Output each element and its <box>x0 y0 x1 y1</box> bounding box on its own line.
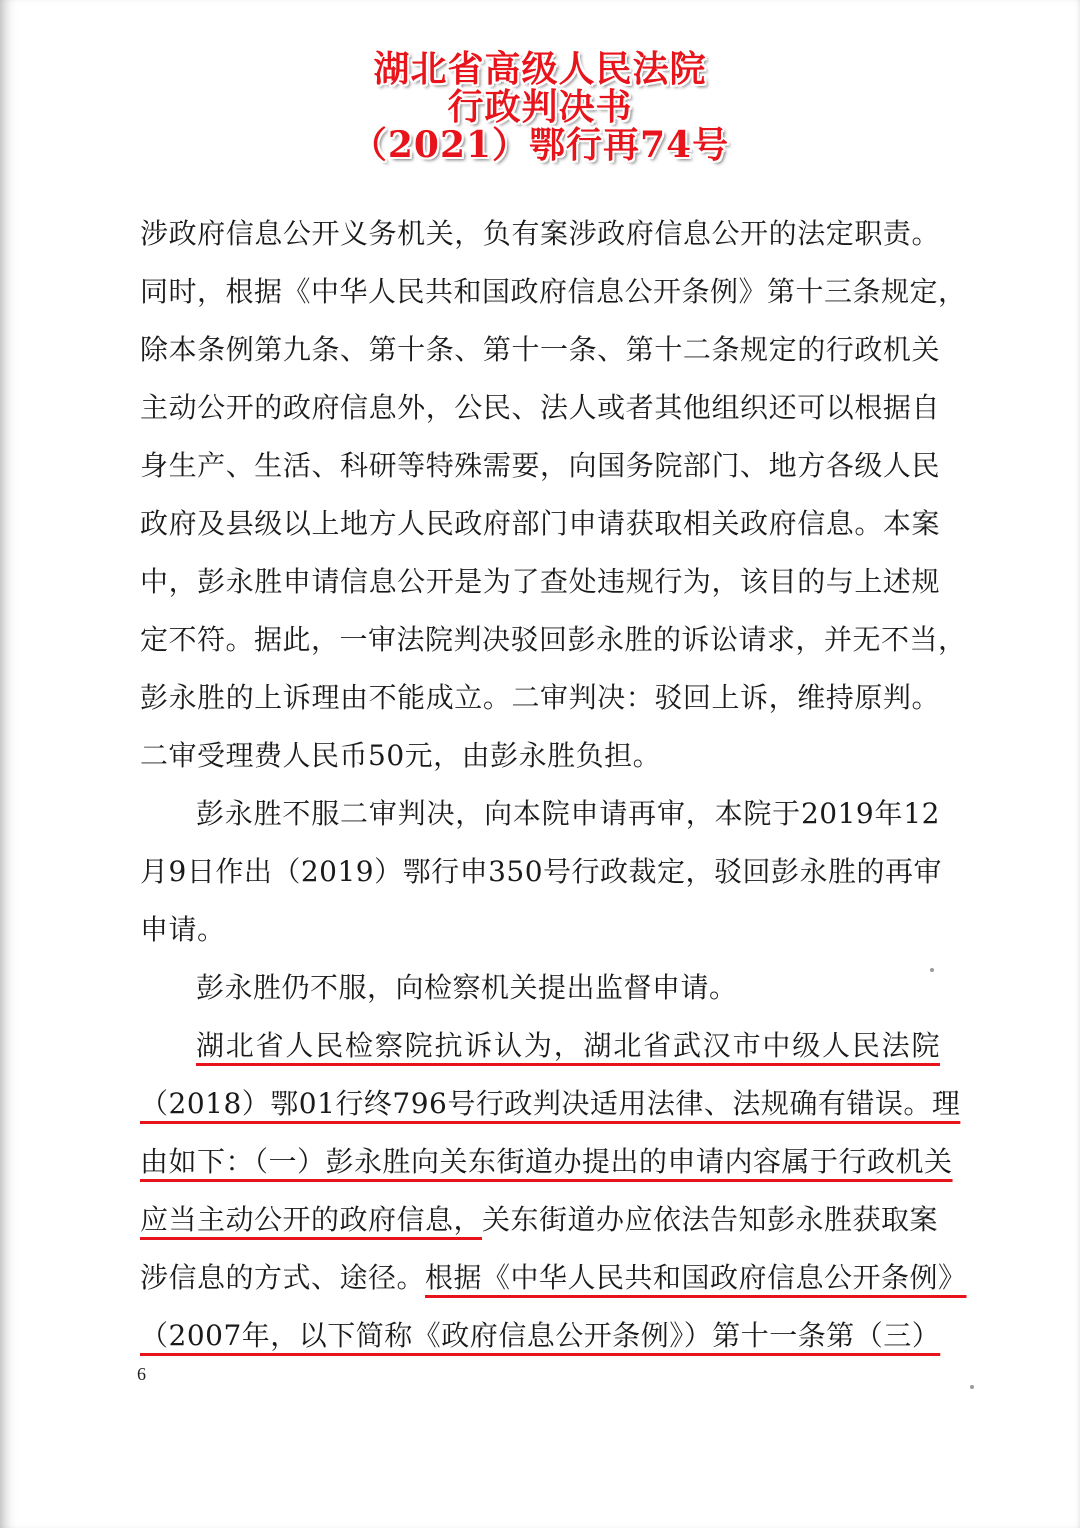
text-line: 中，彭永胜申请信息公开是为了查处违规行为，该目的与上述规 <box>140 565 940 598</box>
text-line: 主动公开的政府信息外，公民、法人或者其他组织还可以根据自 <box>140 391 940 424</box>
underlined-text: （2018）鄂01行终796号行政判决适用法律、法规确有错误。理 <box>140 1087 961 1120</box>
court-name: 湖北省高级人民法院 <box>373 48 707 90</box>
page-number: 6 <box>137 1364 146 1384</box>
text-line <box>140 1133 953 1191</box>
text-line: 定不符。据此，一审法院判决驳回彭永胜的诉讼请求，并无不当， <box>140 623 967 656</box>
text-line: 二审受理费人民币50元，由彭永胜负担。 <box>140 739 662 772</box>
document-type: 行政判决书 <box>447 86 633 128</box>
underlined-text: （2007年，以下简称《政府信息公开条例》）第十一条第（三） <box>140 1319 941 1352</box>
text-line: 彭永胜的上诉理由不能成立。二审判决：驳回上诉，维持原判。 <box>140 681 940 714</box>
underlined-text: 应当主动公开的政府信息， <box>140 1203 483 1236</box>
text-line: 除本条例第九条、第十条、第十一条、第十二条规定的行政机关 <box>140 333 940 366</box>
text-line: 月9日作出（2019）鄂行申350号行政裁定，驳回彭永胜的再审 <box>140 855 943 888</box>
text-line: 身生产、生活、科研等特殊需要，向国务院部门、地方各级人民 <box>140 449 940 482</box>
document-header <box>0 50 1080 164</box>
scan-speck <box>970 1385 974 1389</box>
underlined-text: 湖北省人民检察院抗诉认为，湖北省武汉市中级人民法院 <box>196 1029 940 1062</box>
plain-text: 关东街道办应依法告知彭永胜获取案 <box>482 1203 939 1236</box>
paragraph-start-line: 彭永胜不服二审判决，向本院申请再审，本院于2019年12 <box>196 797 940 830</box>
paragraph-start-line: 彭永胜仍不服，向检察机关提出监督申请。 <box>196 971 738 1004</box>
text-line: 政府及县级以上地方人民政府部门申请获取相关政府信息。本案 <box>140 507 940 540</box>
case-number: （2021）鄂行再74号 <box>350 124 730 166</box>
plain-text: 涉信息的方式、途径。 <box>140 1261 426 1294</box>
underlined-text: 由如下：（一）彭永胜向关东街道办提出的申请内容属于行政机关 <box>140 1145 953 1178</box>
text-line <box>140 1191 940 1249</box>
text-line: 涉政府信息公开义务机关，负有案涉政府信息公开的法定职责。 <box>140 217 940 250</box>
text-line: 申请。 <box>140 913 226 946</box>
text-line: 同时，根据《中华人民共和国政府信息公开条例》第十三条规定， <box>140 275 967 308</box>
text-line <box>140 1249 967 1307</box>
underlined-text: 根据《中华人民共和国政府信息公开条例》 <box>425 1261 967 1294</box>
scan-speck <box>930 968 934 972</box>
document-body <box>140 205 967 1365</box>
paragraph-start-line <box>140 1017 940 1075</box>
text-line <box>140 1307 940 1365</box>
text-line <box>140 1075 961 1133</box>
